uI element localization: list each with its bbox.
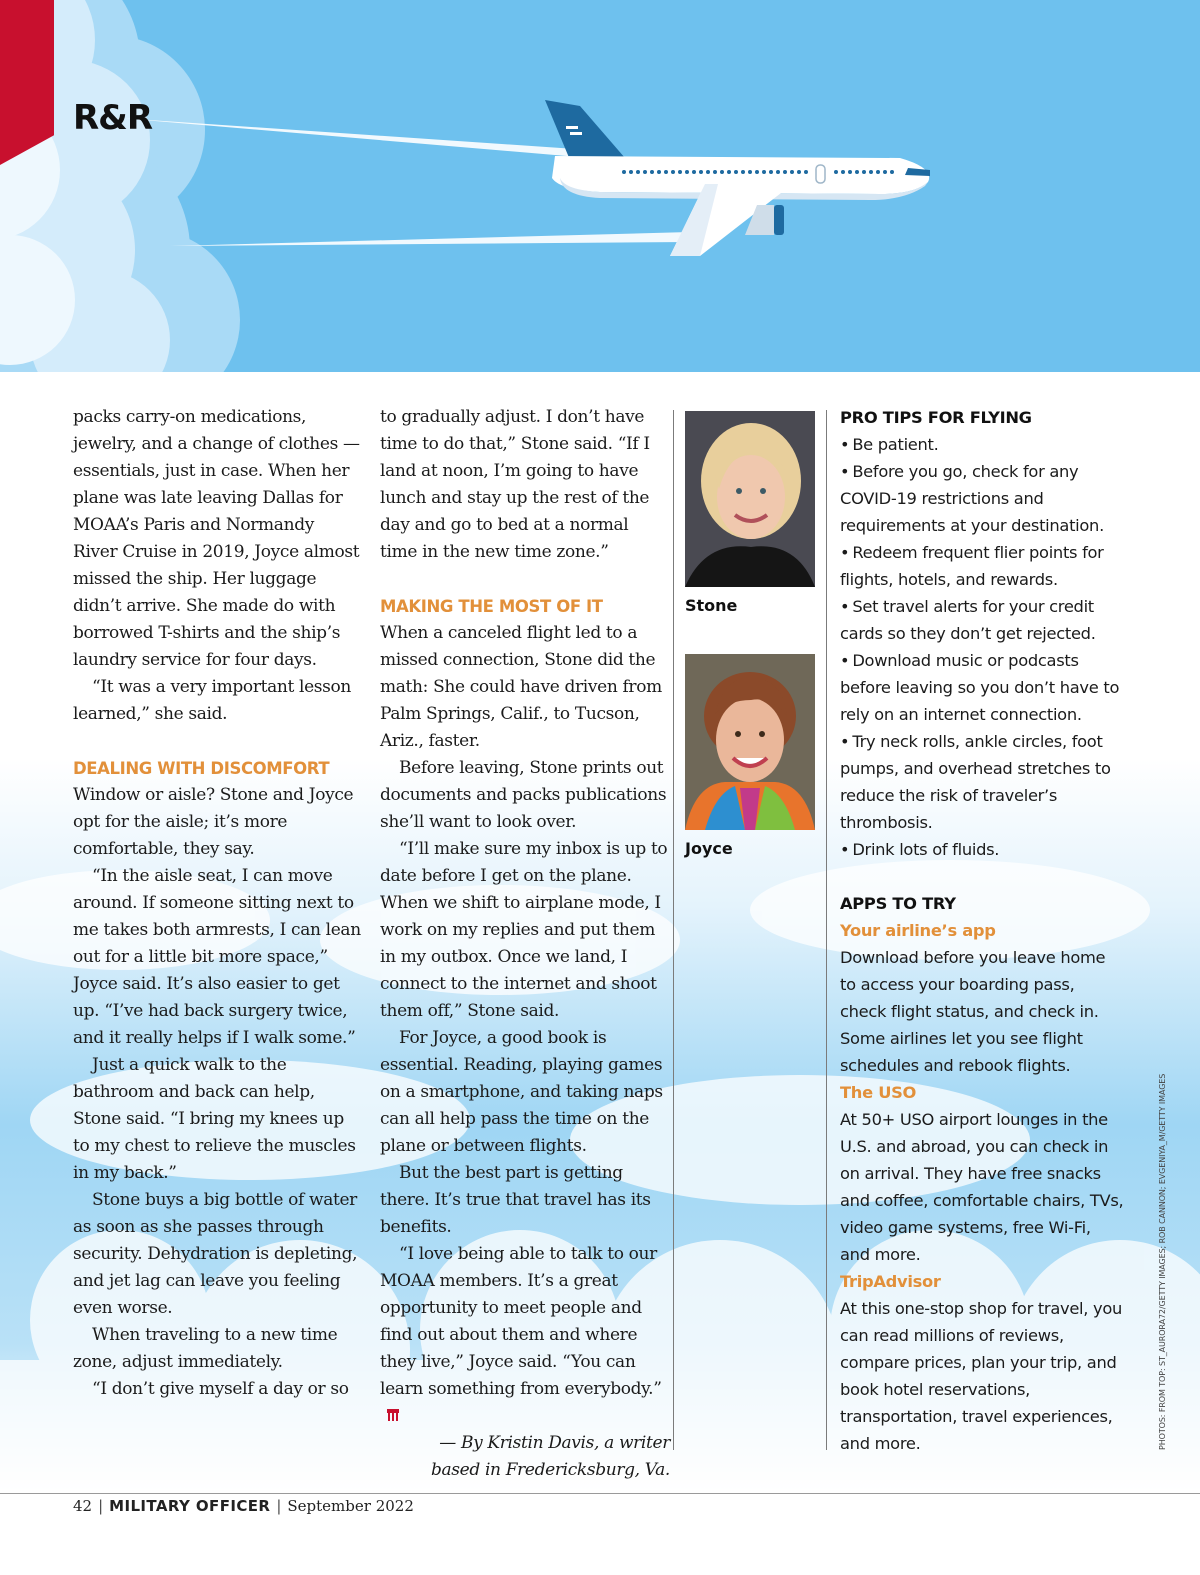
article-column-2	[380, 404, 670, 1484]
app-description: At 50+ USO airport lounges in the U.S. and abroad, you can check in on arrival. They have free snacks and coffee, comfortable chairs, TVs, video game systems, free Wi-Fi, and more.	[840, 1110, 1124, 1264]
section-tag: R&R	[73, 98, 153, 138]
paragraph: “I don’t give myself a day or so	[92, 1379, 349, 1399]
list-item: • Set travel alerts for your credit cards so they don’t get rejected.	[840, 593, 1125, 647]
app-name: The USO	[840, 1083, 917, 1102]
end-mark-icon	[386, 1408, 400, 1422]
sidebar-heading: APPS TO TRY	[840, 894, 956, 913]
photo-caption-joyce: Joyce	[685, 839, 733, 858]
list-item: • Download music or podcasts before leaving so you don’t have to rely on an internet connection.	[840, 647, 1125, 728]
app-description: Download before you leave home to access your boarding pass, check flight status, and check in. Some airlines let you see flight schedules and rebook flights.	[840, 948, 1106, 1075]
subheading: DEALING WITH DISCOMFORT	[73, 759, 330, 778]
hero-illustration	[0, 0, 1200, 372]
paragraph: “I’ll make sure my inbox is up to date before I get on the plane. When we shift to airplane mode, I work on my replies and put them in my outbox. Once we land, I connect to the internet and shoot them off,” Stone said.	[380, 839, 668, 1021]
paragraph: “It was a very important lesson learned,” she said.	[73, 677, 352, 724]
paragraph: Window or aisle? Stone and Joyce opt for the aisle; it’s more comfortable, they say.	[73, 785, 354, 859]
list-item: • Try neck rolls, ankle circles, foot pumps, and overhead stretches to reduce the risk of traveler’s thrombosis.	[840, 728, 1125, 836]
list-item: • Drink lots of fluids.	[840, 836, 1125, 863]
stone-photo	[685, 411, 815, 587]
paragraph: But the best part is getting there. It’s true that travel has its benefits.	[380, 1163, 651, 1237]
list-item: • Redeem frequent flier points for flights, hotels, and rewards.	[840, 539, 1125, 593]
footer-separator: |	[98, 1497, 104, 1515]
paragraph-text: “I love being able to talk to our MOAA members. It’s a great opportunity to meet people and find out about them and where they live,” Joyce said. “You can learn something from everybody.”	[380, 1244, 662, 1399]
app-description: At this one-stop shop for travel, you can read millions of reviews, compare prices, plan your trip, and book hotel reservations, transportation, travel experiences, and more.	[840, 1299, 1123, 1453]
paragraph: “In the aisle seat, I can move around. If someone sitting next to me takes both armrests, I can lean out for a little bit more space,” Joyce said. It’s also easier to get up. “I’ve had back surgery twice, and it really helps if I walk some.”	[73, 866, 361, 1048]
page-number: 42	[73, 1497, 93, 1515]
app-name: TripAdvisor	[840, 1272, 941, 1291]
paragraph: Just a quick walk to the bathroom and back can help, Stone said. “I bring my knees up to my chest to relieve the muscles in my back.”	[73, 1055, 356, 1183]
list-item: • Before you go, check for any COVID-19 restrictions and requirements at your destination.	[840, 458, 1125, 539]
sky-clouds-graphic	[0, 0, 1200, 372]
sidebar-heading: PRO TIPS FOR FLYING	[840, 408, 1032, 427]
byline: — By Kristin Davis, a writer	[439, 1433, 670, 1453]
photo-caption-stone: Stone	[685, 596, 738, 615]
paragraph: to gradually adjust. I don’t have time to do that,” Stone said. “If I land at noon, I’m going to have lunch and stay up the rest of the day and go to bed at a normal time in the new time zone.”	[380, 407, 650, 562]
photo-credit: PHOTOS: FROM TOP: ST_AURORA72/GETTY IMAGES; ROB CANNON; EVGENIYA_M/GETTY IMAGES	[1158, 1073, 1167, 1450]
paragraph: For Joyce, a good book is essential. Reading, playing games on a smartphone, and taking naps can all help pass the time on the plane or between flights.	[380, 1028, 663, 1156]
publication-name: MILITARY OFFICER	[109, 1497, 271, 1515]
column-divider	[673, 410, 674, 1450]
paragraph: When traveling to a new time zone, adjust immediately.	[73, 1325, 338, 1372]
list-item: • Be patient.	[840, 431, 1125, 458]
app-name: Your airline’s app	[840, 921, 996, 940]
paragraph: packs carry-on medications, jewelry, and a change of clothes — essentials, just in case. When her plane was late leaving Dallas for MOAA’s Paris and Normandy River Cruise in 2019, Joyce almost missed the ship. Her luggage didn’t arrive. She made do with borrowed T-shirts and the ship’s laundry service for four days.	[73, 407, 360, 670]
paragraph	[380, 1241, 670, 1430]
airplane-icon	[545, 100, 930, 256]
subheading: MAKING THE MOST OF IT	[380, 597, 603, 616]
article-column-1	[73, 404, 363, 1403]
paragraph: When a canceled flight led to a missed connection, Stone did the math: She could have driven from Palm Springs, Calif., to Tucson, Ariz., faster.	[380, 623, 662, 751]
joyce-photo	[685, 654, 815, 830]
sidebar-tips	[840, 404, 1125, 1457]
byline: based in Fredericksburg, Va.	[430, 1460, 670, 1480]
paragraph: Before leaving, Stone prints out documents and packs publications she’ll want to look over.	[380, 758, 667, 832]
page-footer	[73, 1497, 414, 1515]
paragraph: Stone buys a big bottle of water as soon as she passes through security. Dehydration is depleting, and jet lag can leave you feeling even worse.	[73, 1190, 358, 1318]
tips-list	[840, 431, 1125, 863]
footer-separator: |	[276, 1497, 282, 1515]
footer-divider	[0, 1493, 1200, 1494]
issue-date: September 2022	[287, 1497, 414, 1515]
column-divider	[826, 410, 827, 1450]
